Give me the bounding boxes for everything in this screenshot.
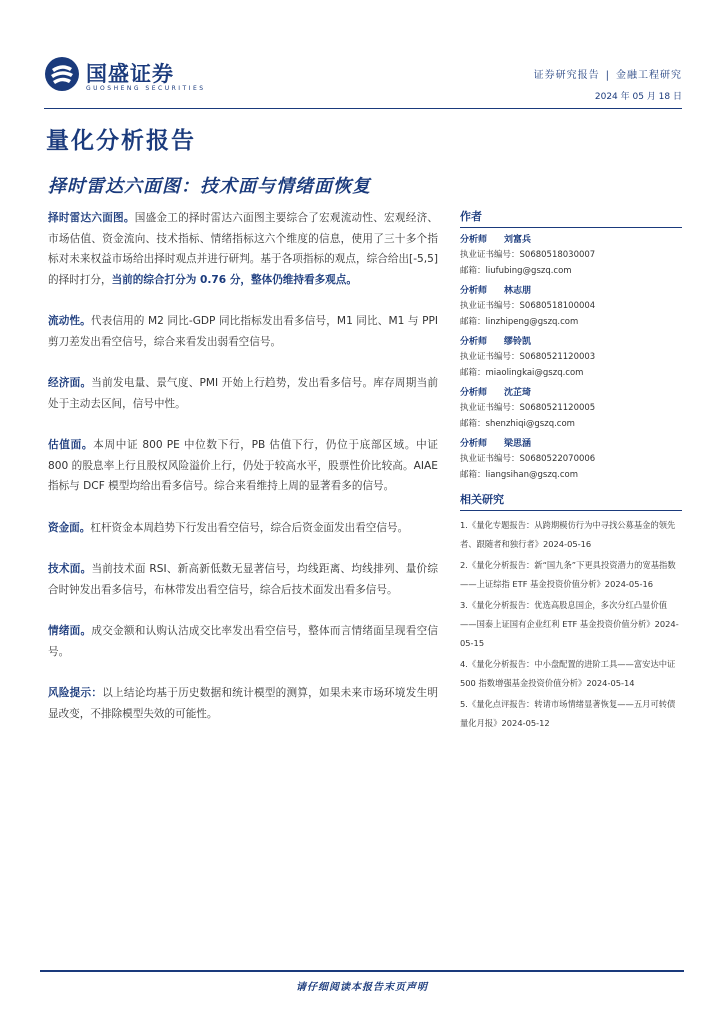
guosheng-logo-icon	[44, 56, 80, 92]
liquidity-body: 代表信用的 M2 同比-GDP 同比指标发出看多信号，M1 同比、M1 与 PPI 剪刀差发出看空信号，综合来看发出弱看空信号。	[48, 315, 438, 348]
author-cert: S0680521120003	[519, 352, 596, 362]
related-research-item[interactable]: 3.《量化分析报告：优选高股息国企，多次分红凸显价值——国泰上证国有企业红利 ETF 基金投资价值分析》2024-05-15	[460, 600, 679, 648]
author-name: 刘富兵	[504, 235, 532, 245]
valuation-body: 本周中证 800 PE 中位数下行，PB 估值下行，仍位于底部区域。中证 800 的股息率上行且股权风险溢价上行，仍处于较高水平，股票性价比较高。AIAE 指标与 DCF 模型均给出看多信号。综合来看维持上周的显著看多的信号。	[48, 439, 438, 492]
author-role: 分析师	[460, 439, 488, 449]
report-subtitle: 择时雷达六面图：技术面与情绪面恢复	[48, 176, 371, 197]
author-cert: S0680522070006	[519, 454, 596, 464]
author-cert-label: 执业证书编号：	[460, 352, 520, 362]
logo-chinese-name: 国盛证券	[86, 61, 174, 86]
capital-paragraph	[48, 518, 438, 539]
author-role: 分析师	[460, 388, 488, 398]
author-name: 沈芷琦	[504, 388, 532, 398]
author-card	[460, 232, 682, 279]
summary-body: 国盛金工的择时雷达六面图主要综合了宏观流动性、宏观经济、市场估值、资金流向、技术指标、情绪指标这六个维度的信息，使用了三十多个指标对未来权益市场给出择时观点并进行研判。基于各项指标的观点，综合给出[-5,5]的择时打分，	[48, 212, 439, 286]
liquidity-lead: 流动性。	[48, 315, 91, 327]
related-research-item[interactable]: 1.《量化专题报告：从跨期模仿行为中寻找公募基金的领先者、跟随者和独行者》2024-05-16	[460, 520, 676, 549]
capital-body: 杠杆资金本周趋势下行发出看空信号，综合后资金面发出看空信号。	[90, 521, 409, 534]
summary-highlight: 当前的综合打分为 0.76 分，整体仍维持看多观点。	[111, 273, 357, 286]
author-email[interactable]: liufubing@gszq.com	[485, 265, 572, 276]
header-divider	[44, 108, 682, 109]
report-type: 证券研究报告	[533, 70, 600, 81]
author-email[interactable]: liangsihan@gszq.com	[485, 469, 579, 480]
related-research-item[interactable]: 2.《量化分析报告：新“国九条”下更具投资潜力的宽基指数——上证综指 ETF 基金投资价值分析》2024-05-16	[460, 560, 676, 589]
related-research-item[interactable]: 4.《量化分析报告：中小盘配置的进阶工具——富安达中证 500 指数增强基金投资价值分析》2024-05-14	[460, 659, 676, 688]
report-category-line	[534, 66, 682, 81]
author-cert: S0680518100004	[519, 301, 596, 311]
author-email-label: 邮箱：	[460, 316, 486, 327]
main-content	[48, 208, 438, 724]
technical-lead: 技术面。	[48, 563, 92, 575]
author-card	[460, 385, 682, 432]
author-role: 分析师	[460, 235, 488, 245]
author-role: 分析师	[460, 286, 488, 296]
header-separator: |	[605, 70, 610, 81]
author-email-label: 邮箱：	[460, 469, 486, 480]
author-card	[460, 283, 682, 330]
summary-paragraph	[48, 208, 438, 290]
footer-divider	[40, 970, 684, 972]
author-cert-label: 执业证书编号：	[460, 301, 520, 311]
risk-lead: 风险提示：	[48, 687, 103, 699]
report-title: 量化分析报告	[46, 127, 196, 154]
author-name: 缪铃凯	[504, 337, 532, 347]
author-name: 梁思涵	[504, 439, 532, 449]
author-cert: S0680521120005	[519, 403, 596, 413]
technical-paragraph	[48, 559, 438, 600]
author-name: 林志朋	[504, 286, 532, 296]
summary-lead: 择时雷达六面图。	[48, 212, 135, 224]
risk-paragraph	[48, 683, 438, 724]
author-email[interactable]: miaolingkai@gszq.com	[485, 367, 584, 378]
economy-lead: 经济面。	[48, 377, 92, 389]
author-cert: S0680518030007	[519, 250, 596, 260]
report-category: 金融工程研究	[616, 70, 682, 81]
liquidity-paragraph	[48, 311, 438, 352]
capital-lead: 资金面。	[48, 521, 91, 534]
related-research-list	[460, 516, 682, 733]
company-logo	[44, 56, 204, 100]
author-cert-label: 执业证书编号：	[460, 454, 520, 464]
footer-disclaimer: 请仔细阅读本报告末页声明	[296, 982, 428, 993]
author-email[interactable]: linzhipeng@gszq.com	[485, 316, 579, 327]
author-email[interactable]: shenzhiqi@gszq.com	[485, 418, 575, 429]
author-cert-label: 执业证书编号：	[460, 403, 520, 413]
logo-english-name: GUOSHENG SECURITIES	[86, 85, 206, 92]
author-email-label: 邮箱：	[460, 418, 486, 429]
author-cert-label: 执业证书编号：	[460, 250, 520, 260]
economy-body: 当前发电量、景气度、PMI 开始上行趋势，发出看多信号。库存周期当前处于主动去区间，信号中性。	[48, 377, 438, 410]
related-research-heading: 相关研究	[460, 491, 682, 511]
sentiment-body: 成交金额和认购认沽成交比率发出看空信号，整体而言情绪面呈现看空信号。	[48, 625, 439, 658]
sentiment-paragraph	[48, 621, 438, 662]
sentiment-lead: 情绪面。	[48, 625, 92, 637]
risk-body: 以上结论均基于历史数据和统计模型的测算，如果未来市场环境发生明显改变，不排除模型失效的可能性。	[48, 687, 438, 720]
valuation-paragraph	[48, 435, 438, 497]
sidebar	[460, 208, 682, 735]
author-email-label: 邮箱：	[460, 265, 486, 276]
economy-paragraph	[48, 373, 438, 414]
report-meta	[534, 66, 682, 102]
author-card	[460, 334, 682, 381]
author-card	[460, 436, 682, 483]
author-role: 分析师	[460, 337, 488, 347]
related-research-item[interactable]: 5.《量化点评报告：转请市场情绪显著恢复——五月可转债量化月报》2024-05-12	[460, 699, 676, 728]
report-date: 2024 年 05 月 18 日	[594, 92, 682, 102]
authors-heading: 作者	[460, 208, 682, 228]
author-email-label: 邮箱：	[460, 367, 486, 378]
technical-body: 当前技术面 RSI、新高新低数无显著信号，均线距离、均线排列、量价综合时钟发出看多信号，布林带发出看空信号，综合后技术面发出看多信号。	[48, 563, 439, 596]
valuation-lead: 估值面。	[48, 439, 94, 451]
